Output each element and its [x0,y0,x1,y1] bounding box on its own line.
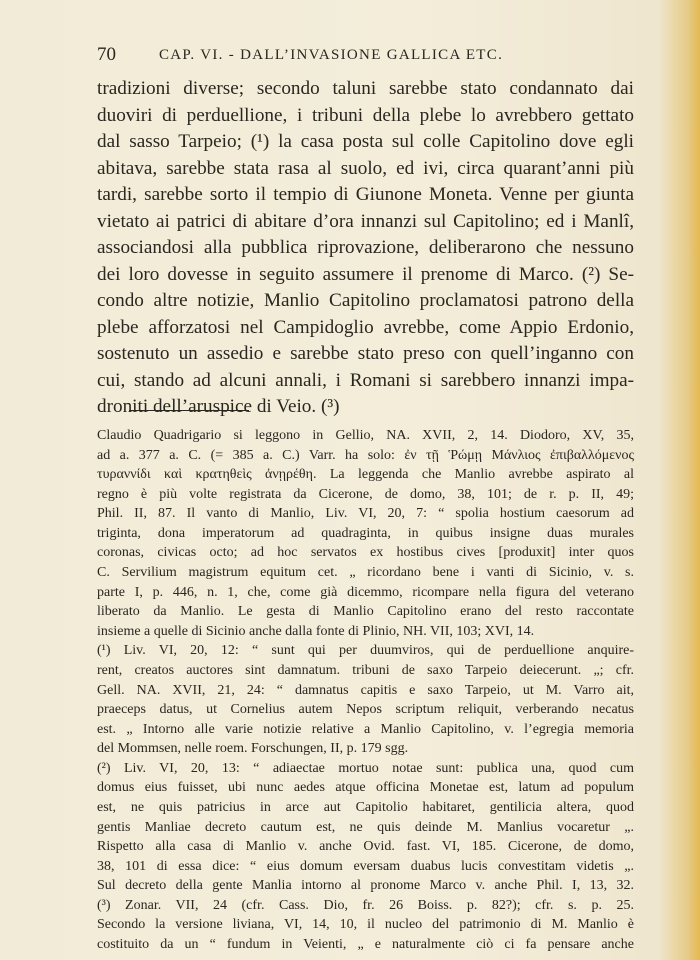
body-line: tradizioni diverse; secondo taluni sarebbe stato condannato dai [97,78,634,99]
footnote-line: gentis Manliae decreto cautum est, ne quis deinde M. Manlius vocaretur „. [97,819,634,835]
footnote-line: liberato da Manlio. Le gesta di Manlio Capitolino erano del resto raccontate [97,604,634,620]
footnote-line: Phil. II, 87. Il vanto di Manlio, Liv. VI, 20, 7: “ spolia hostium caesorum ad [97,506,634,522]
body-line: tardi, sarebbe sorto il tempio di Giunone Moneta. Venne per giunta [97,184,634,205]
footnote-line: Claudio Quadrigario si leggono in Gellio, NA. XVII, 2, 14. Diodoro, XV, 35, [97,428,634,443]
footnote-line: C. Servilium magistrum equitum cet. „ ricordano bene i vanti di Sicinio, v. s. [97,565,634,581]
footnote-line: coronas, civicas octo; ad hoc servatos ex hostibus cives [produxit] inter quos [97,545,634,561]
running-head: CAP. VI. - DALL’INVASIONE GALLICA ETC. [159,47,504,63]
footnote-line: parte I, p. 446, n. 1, che, come già dicemmo, ricompare nella figura del veterano [97,584,634,600]
body-line: dei loro dovesse in seguito assumere il prenome di Marco. (²) Se- [97,263,634,285]
footnote-line: Rispetto alla casa di Manlio v. anche Ovid. fast. VI, 185. Cicerone, de domo, [97,839,634,855]
footnote-line: rent, creatos auctores sint damnatum. tribuni de saxo Tarpeio deiecerunt. „; cfr. [97,662,634,678]
footnote-line: Secondo la versione liviana, VI, 14, 10, il nucleo del patrimonio di M. Manlio è [97,917,634,933]
main-text [97,76,634,421]
body-line: abitava, sarebbe stata rasa al suolo, ed ivi, circa quarant’anni più [97,157,634,179]
page-number: 70 [97,44,116,65]
footnote-line: ad a. 377 a. C. (= 385 a. C.) Varr. ha solo: ἐν τῇ Ῥώμῃ Μάνλιος ἐπιβαλλόμενος [97,447,634,463]
footnote-line: triginta, dona imperatorum ad quadraginta, in quibus insigne duas murales [97,525,634,541]
body-line: associandosi alla pubblica riprovazione, deliberarono che nessuno [97,237,634,258]
footnote-line: (¹) Liv. VI, 20, 12: “ sunt qui per duumviros, qui de perduellione anquire- [97,643,634,659]
body-line: cui, stando ad alcuni annali, i Romani si sarebbero innanzi impa- [97,369,634,391]
body-line: sostenuto un assedio e sarebbe stato preso con quell’inganno con [97,343,634,364]
footnote-line: 38, 101 di essa dice: “ eius domum eversam duabus lucis convestitam videtis „. [97,858,634,874]
body-line: droniti dell’aruspice di Veio. (³) [97,396,340,417]
body-line: dal sasso Tarpeio; (¹) la casa posta sul colle Capitolino dove egli [97,131,634,152]
footnotes [97,426,634,955]
body-line: plebe afforzatosi nel Campidoglio avrebbe, come Appio Erdonio, [97,316,634,338]
footnote-line: del Mommsen, nelle roem. Forschungen, II, p. 179 sgg. [97,741,409,757]
footnote-line: (²) Liv. VI, 20, 13: “ adiaectae mortuo notae sunt: publica una, quod cum [97,760,634,776]
footnote-line: domus eius fuisset, ubi nunc aedes atque officina Monetae est, latum ad populum [97,780,634,796]
page-header [97,44,633,70]
footnote-line: (³) Zonar. VII, 24 (cfr. Cass. Dio, fr. 26 Boiss. p. 82?); cfr. s. p. 25. [97,897,634,913]
footnote-line: est, ne quis patricius in arce aut Capitolio habitaret, gentilicia altera, quod [97,799,634,815]
footnote-line: Gell. NA. XVII, 21, 24: “ damnatus capitis e saxo Tarpeio, ut M. Varro ait, [97,682,634,698]
page-edge [688,0,700,960]
body-line: condo altre notizie, Manlio Capitolino proclamatosi patrono della [97,290,634,311]
footnote-line: est. „ Intorno alle varie notizie relative a Manlio Capitolino, v. l’egregia memoria [97,721,634,737]
footnote-line: insieme a quelle di Sicinio anche dalla fonte di Plinio, NH. VII, 103; XVI, 14. [97,623,535,639]
footnote-separator [129,410,249,411]
footnote-line: τυραννίδι καὶ κρατηθεὶς ἀνῃρέθη. La leggenda che Manlio avrebbe aspirato al [97,467,634,483]
body-line: vietato ai patrici di abitare d’ora innanzi sul Capitolino; ed i Manlî, [97,210,634,232]
body-line: duoviri di perduellione, i tribuni della plebe lo avrebbero gettato [97,104,634,126]
footnote-line: Sul decreto della gente Manlia intorno al pronome Marco v. anche Phil. I, 13, 32. [97,878,634,894]
footnote-line: costituito da un “ fundum in Veienti, „ e naturalmente ciò ci fa pensare anche [97,937,634,953]
footnote-line: regno è più volte registrata da Cicerone, de domo, 38, 101; de r. p. II, 49; [97,486,634,502]
footnote-line: praeceps datus, ut Cornelius autem Nepos scriptum reliquit, verberando necatus [97,702,634,718]
